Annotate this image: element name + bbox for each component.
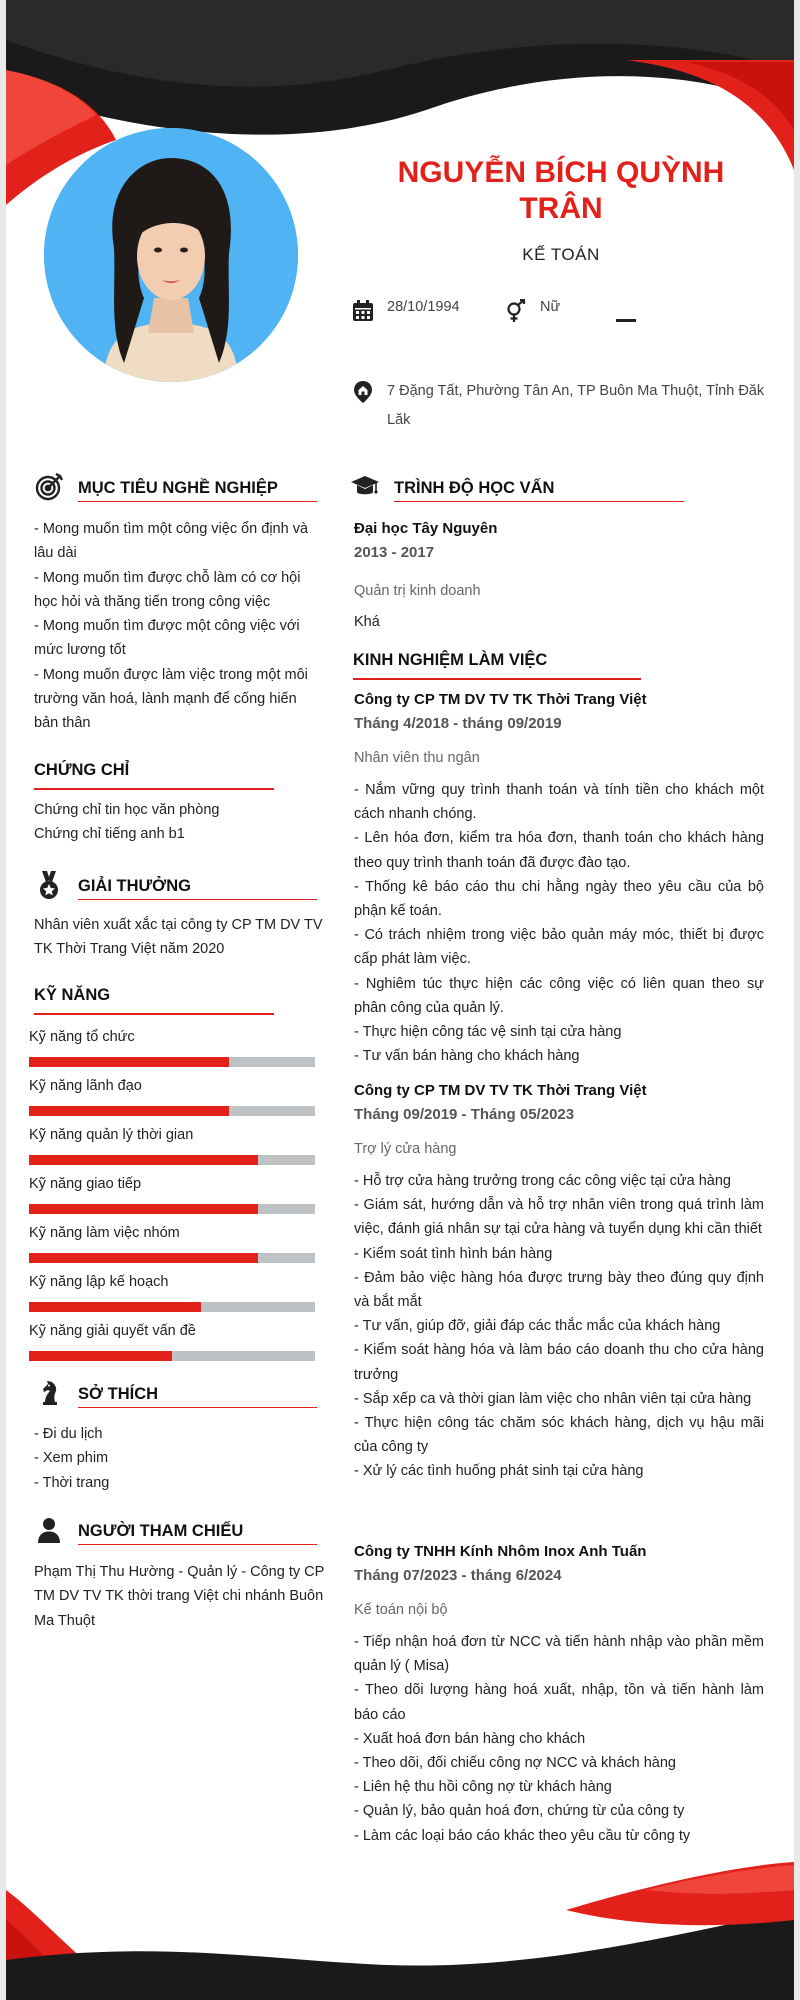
skill-bar-fill (29, 1302, 201, 1312)
hobbies-section-title (34, 1378, 317, 1408)
objective-line: - Mong muốn được làm việc trong một môi trường văn hoá, lành mạnh để cống hiến bản thân (34, 666, 308, 732)
job-duty: - Giám sát, hướng dẫn và hỗ trợ nhân viên trong quá trình làm việc, đánh giá nhân sự tại cửa hàng và tuyển dụng khi cần thiết (354, 1197, 764, 1238)
job-duty: - Sắp xếp ca và thời gian làm việc cho nhân viên tại cửa hàng (354, 1390, 752, 1407)
skill-item (29, 1272, 315, 1312)
skill-bar-fill (29, 1253, 258, 1263)
job-duty: - Thực hiện công tác vệ sinh tại cửa hàng (354, 1024, 622, 1041)
job-duty: - Có trách nhiệm trong việc bảo quản máy móc, thiết bị được cấp phát làm việc. (354, 927, 764, 968)
gender-icon (504, 299, 528, 323)
skill-item (29, 1223, 315, 1263)
certificates-section-title (34, 760, 274, 790)
target-icon (34, 472, 64, 502)
skill-name: Kỹ năng giao tiếp (29, 1176, 142, 1192)
award-text: Nhân viên xuất xắc tại công ty CP TM DV TV TK Thời Trang Việt năm 2020 (34, 917, 323, 958)
job-duty: - Đảm bảo việc hàng hóa được trưng bày theo đúng quy định và bắt mắt (354, 1269, 764, 1311)
hobby-item: - Thời trang (34, 1474, 110, 1491)
bottom-wave-decoration (6, 1850, 794, 2000)
awards-title: GIẢI THƯỞNG (78, 876, 317, 900)
objective-line: - Mong muốn tìm được một công việc với mức lương tốt (34, 618, 300, 659)
job-duties (354, 778, 764, 1068)
education-section-title (350, 472, 684, 502)
grade: Khá (354, 614, 380, 630)
experience-title: KINH NGHIỆM LÀM VIỆC (353, 651, 548, 669)
job-company: Công ty TNHH Kính Nhôm Inox Anh Tuấn (354, 1543, 647, 1560)
job-duty: - Xử lý các tình huống phát sinh tại cửa hàng (354, 1463, 644, 1480)
job-title: KẾ TOÁN (522, 245, 600, 264)
certificates-title: CHỨNG CHỈ (34, 761, 130, 779)
skills-section-title (34, 985, 274, 1015)
job-duty: - Hỗ trợ cửa hàng trưởng trong các công việc tại cửa hàng (354, 1173, 731, 1189)
gender-info (504, 299, 560, 323)
gender-value: Nữ (540, 299, 561, 315)
objective-content (34, 517, 324, 736)
job-period: Tháng 4/2018 - tháng 09/2019 (354, 715, 562, 732)
calendar-icon (351, 299, 375, 323)
job-duty: - Kiểm soát tình hình bán hàng (354, 1245, 553, 1262)
job-duty: - Theo dõi lượng hàng hoá xuất, nhập, tồn và tiến hành làm báo cáo (354, 1682, 764, 1723)
awards-section-title (34, 870, 317, 900)
major: Quản trị kinh doanh (354, 583, 481, 599)
medal-icon (34, 870, 64, 900)
job-duty: - Quản lý, bảo quản hoá đơn, chứng từ của công ty (354, 1803, 685, 1820)
skill-bar-fill (29, 1057, 229, 1067)
divider-dash (616, 319, 636, 322)
skill-bar (29, 1253, 315, 1263)
job-duties (354, 1169, 764, 1484)
job-company: Công ty CP TM DV TV TK Thời Trang Việt (354, 1082, 647, 1099)
references-title: NGƯỜI THAM CHIẾU (78, 1521, 317, 1545)
education-title: TRÌNH ĐỘ HỌC VẤN (394, 478, 684, 502)
skills-title: KỸ NĂNG (34, 986, 111, 1004)
job-role: Kế toán nội bộ (354, 1602, 448, 1618)
candidate-name: NGUYỄN BÍCH QUỲNH TRÂN (397, 156, 725, 225)
objective-title: MỤC TIÊU NGHỀ NGHIỆP (78, 478, 317, 502)
job-duty: - Nghiêm túc thực hiện các công việc có liên quan theo sự phân công của quản lý. (354, 975, 764, 1016)
hobby-item: - Xem phim (34, 1450, 109, 1467)
skill-name: Kỹ năng làm việc nhóm (29, 1225, 180, 1241)
skill-item (29, 1174, 315, 1214)
address-value: 7 Đặng Tất, Phường Tân An, TP Buôn Ma Thuột, Tỉnh Đăk Lăk (387, 383, 765, 428)
job-period: Tháng 07/2023 - tháng 6/2024 (354, 1567, 562, 1584)
skill-name: Kỹ năng lập kế hoạch (29, 1274, 169, 1290)
location-pin-icon (351, 380, 375, 404)
dob-info (351, 299, 460, 323)
hobbies-content (34, 1422, 324, 1495)
job-duties (354, 1630, 764, 1848)
objective-line: - Mong muốn tìm một công việc ổn định và lâu dài (34, 521, 309, 562)
job-duty: - Xuất hoá đơn bán hàng cho khách (354, 1730, 586, 1747)
certificate-item: Chứng chỉ tiếng anh b1 (34, 826, 185, 843)
job-duty: - Tư vấn, giúp đỡ, giải đáp các thắc mắc của khách hàng (354, 1318, 721, 1335)
education-content (354, 517, 764, 634)
cv-page (6, 0, 794, 2000)
school-name: Đại học Tây Nguyên (354, 520, 498, 537)
job-role: Nhân viên thu ngân (354, 750, 480, 766)
header (358, 155, 764, 265)
job-duty: - Theo dõi, đối chiếu công nợ NCC và khách hàng (354, 1755, 676, 1772)
job-period: Tháng 09/2019 - Tháng 05/2023 (354, 1106, 575, 1123)
job-role: Trợ lý cửa hàng (354, 1141, 457, 1157)
skill-bar (29, 1204, 315, 1214)
person-icon (34, 1515, 64, 1545)
skill-item (29, 1076, 315, 1116)
job-duty: - Kiểm soát hàng hóa và làm báo cáo doanh thu cho cửa hàng trưởng (354, 1342, 764, 1383)
dob-value: 28/10/1994 (387, 299, 460, 315)
job-entry (354, 1079, 764, 1484)
avatar (44, 128, 298, 382)
skill-bar (29, 1351, 315, 1361)
skill-name: Kỹ năng tổ chức (29, 1029, 135, 1045)
skill-bar-fill (29, 1106, 229, 1116)
job-duty: - Làm các loại báo cáo khác theo yêu cầu từ công ty (354, 1827, 691, 1844)
skill-name: Kỹ năng quản lý thời gian (29, 1127, 194, 1143)
skill-bar (29, 1057, 315, 1067)
skill-name: Kỹ năng giải quyết vấn đề (29, 1323, 196, 1339)
certificate-item: Chứng chỉ tin học văn phòng (34, 802, 220, 818)
skill-bar-fill (29, 1204, 258, 1214)
graduation-cap-icon (350, 472, 380, 502)
skill-bar-fill (29, 1351, 172, 1361)
school-years: 2013 - 2017 (354, 544, 435, 561)
job-company: Công ty CP TM DV TV TK Thời Trang Việt (354, 691, 647, 708)
job-duty: - Nắm vững quy trình thanh toán và tính tiền cho khách một cách nhanh chóng. (354, 782, 764, 823)
skill-item (29, 1027, 315, 1067)
hobbies-title: SỞ THÍCH (78, 1384, 317, 1408)
chess-knight-icon (34, 1378, 64, 1408)
job-duty: - Thống kê báo cáo thu chi hằng ngày theo yêu cầu của bộ phận kế toán. (354, 878, 764, 920)
job-duty: - Liên hệ thu hồi công nợ từ khách hàng (354, 1779, 612, 1796)
job-entry (354, 688, 764, 1068)
job-duty: - Lên hóa đơn, kiểm tra hóa đơn, thanh toán cho khách hàng theo quy trình thanh toán đã được đào tạo. (354, 830, 764, 871)
skill-item (29, 1321, 315, 1361)
address-info (351, 377, 771, 435)
reference-text: Phạm Thị Thu Hường - Quản lý - Công ty CP TM DV TV TK thời trang Việt chi nhánh Buôn Ma Thuột (34, 1564, 325, 1629)
skill-item (29, 1125, 315, 1165)
skill-bar-fill (29, 1155, 258, 1165)
hobby-item: - Đi du lịch (34, 1426, 103, 1442)
skill-bar (29, 1106, 315, 1116)
skill-name: Kỹ năng lãnh đạo (29, 1078, 142, 1094)
skill-bar (29, 1155, 315, 1165)
skill-bar (29, 1302, 315, 1312)
references-section-title (34, 1515, 317, 1545)
job-duty: - Thực hiện công tác chăm sóc khách hàng, dịch vụ hậu mãi của công ty (354, 1415, 764, 1456)
job-duty: - Tư vấn bán hàng cho khách hàng (354, 1048, 580, 1065)
certificates-content (34, 798, 324, 847)
objective-section-title (34, 472, 317, 502)
job-duty: - Tiếp nhận hoá đơn từ NCC và tiến hành nhập vào phần mềm quản lý ( Misa) (354, 1634, 764, 1675)
objective-line: - Mong muốn tìm được chỗ làm có cơ hội học hỏi và thăng tiến trong công việc (34, 569, 301, 610)
job-entry (354, 1540, 764, 1848)
experience-section-title (353, 650, 641, 680)
